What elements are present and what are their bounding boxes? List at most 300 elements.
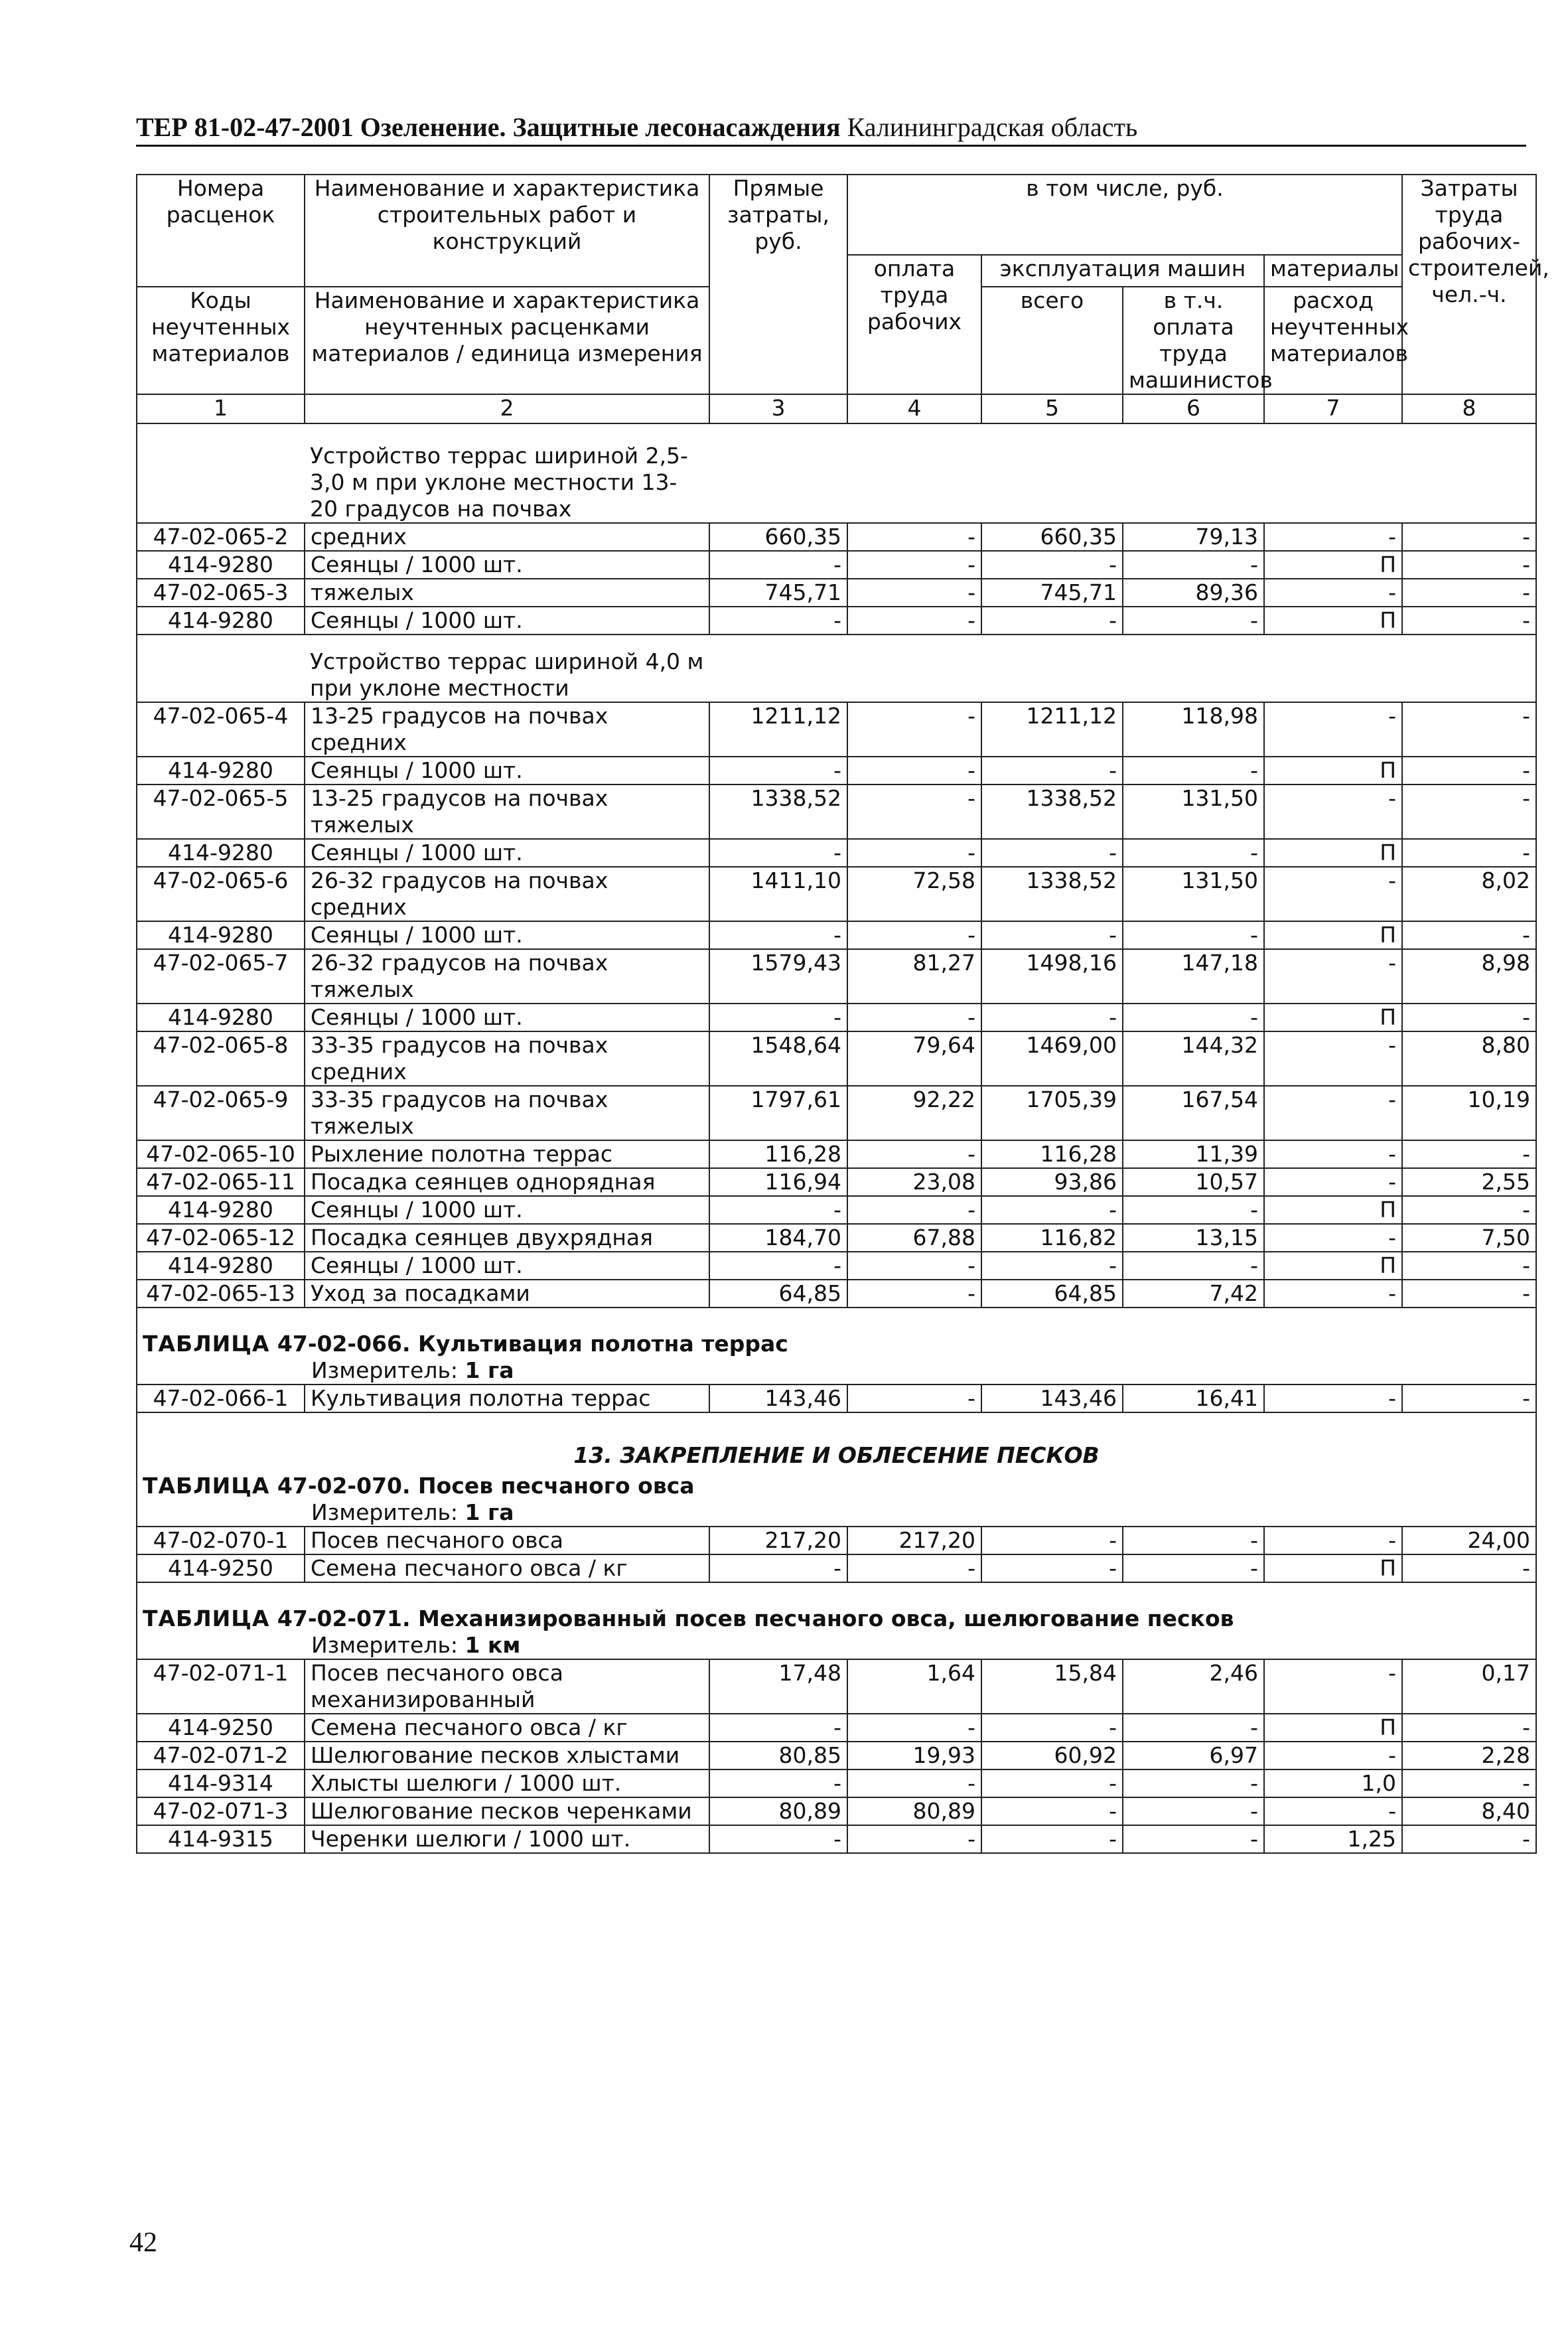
material-usage-cell: П (1264, 839, 1402, 867)
meter (137, 1499, 1536, 1527)
col-including: в том числе, руб. (847, 175, 1402, 255)
machines-total-cell: 1469,00 (981, 1031, 1123, 1086)
labor-costs-cell: - (1402, 1714, 1536, 1742)
group-heading-row (137, 635, 1536, 702)
labor-costs-cell: - (1402, 1385, 1536, 1412)
rate-code-cell: 47-02-065-3 (137, 579, 305, 607)
material-usage-cell: - (1264, 1140, 1402, 1168)
machinist-pay-cell: 144,32 (1123, 1031, 1264, 1086)
labor-costs-cell: 2,28 (1402, 1742, 1536, 1769)
machines-total-cell: - (981, 757, 1123, 785)
labor-costs-cell: 7,50 (1402, 1224, 1536, 1252)
machinist-pay-cell: 131,50 (1123, 785, 1264, 839)
labor-costs-cell: - (1402, 579, 1536, 607)
machines-total-cell: - (981, 1825, 1123, 1853)
col-machinist-pay: в т.ч. оплата труда машинистов (1123, 287, 1264, 394)
group-heading: Устройство террас шириной 4,0 м при уклоне местности (305, 635, 709, 702)
col-material-codes: Коды неучтенных материалов (137, 287, 305, 394)
worker-pay-cell: - (847, 702, 981, 757)
description-cell: Сеянцы / 1000 шт. (305, 1196, 709, 1224)
machinist-pay-cell: 89,36 (1123, 579, 1264, 607)
rate-code-cell: 47-02-071-2 (137, 1742, 305, 1769)
machinist-pay-cell: 16,41 (1123, 1385, 1264, 1412)
table-row (137, 1554, 1536, 1582)
description-cell: Посадка сеянцев двухрядная (305, 1224, 709, 1252)
col-number: 6 (1123, 394, 1264, 423)
description-cell: 13-25 градусов на почвах средних (305, 702, 709, 757)
direct-costs-cell: 1411,10 (709, 867, 847, 921)
machines-total-cell: 116,28 (981, 1140, 1123, 1168)
machines-total-cell: 745,71 (981, 579, 1123, 607)
machines-total-cell: - (981, 1714, 1123, 1742)
meter (137, 1357, 1536, 1385)
machinist-pay-cell: - (1123, 757, 1264, 785)
material-usage-cell: П (1264, 1004, 1402, 1031)
table-row (137, 607, 1536, 635)
col-number: 8 (1402, 394, 1536, 423)
machinist-pay-cell: 79,13 (1123, 523, 1264, 551)
direct-costs-cell: - (709, 1004, 847, 1031)
rate-code-cell: 47-02-065-11 (137, 1168, 305, 1196)
description-cell: 13-25 градусов на почвах тяжелых (305, 785, 709, 839)
table-row (137, 921, 1536, 949)
machinist-pay-cell: 2,46 (1123, 1659, 1264, 1714)
group-heading-row (137, 423, 1536, 523)
table-title-prefix: ТАБЛИЦА (143, 1331, 270, 1357)
rate-code-cell: 47-02-065-7 (137, 949, 305, 1004)
labor-costs-cell: 8,40 (1402, 1797, 1536, 1825)
labor-costs-cell: - (1402, 1004, 1536, 1031)
material-usage-cell: - (1264, 1086, 1402, 1140)
material-usage-cell: П (1264, 1252, 1402, 1280)
direct-costs-cell: 143,46 (709, 1385, 847, 1412)
rate-code-cell: 47-02-071-1 (137, 1659, 305, 1714)
rates-table (136, 174, 1549, 1854)
table-row (137, 1825, 1536, 1853)
table-title-text: 47-02-071. Механизированный посев песчаного овса, шелюгование песков (277, 1606, 1234, 1631)
labor-costs-cell: 2,55 (1402, 1168, 1536, 1196)
meter-value: 1 км (464, 1632, 521, 1658)
direct-costs-cell: 1797,61 (709, 1086, 847, 1140)
rate-code-cell: 414-9314 (137, 1769, 305, 1797)
description-cell: Посадка сеянцев однорядная (305, 1168, 709, 1196)
rate-code-cell: 47-02-071-3 (137, 1797, 305, 1825)
machinist-pay-cell: - (1123, 1714, 1264, 1742)
rate-code-cell: 414-9280 (137, 607, 305, 635)
labor-costs-cell: - (1402, 1140, 1536, 1168)
direct-costs-cell: - (709, 1769, 847, 1797)
worker-pay-cell: - (847, 1004, 981, 1031)
worker-pay-cell: 67,88 (847, 1224, 981, 1252)
direct-costs-cell: - (709, 921, 847, 949)
table-row (137, 551, 1536, 579)
labor-costs-cell: 24,00 (1402, 1527, 1536, 1554)
rate-code-cell: 414-9250 (137, 1554, 305, 1582)
table-row (137, 1140, 1536, 1168)
description-cell: Культивация полотна террас (305, 1385, 709, 1412)
material-usage-cell: - (1264, 949, 1402, 1004)
direct-costs-cell: - (709, 1825, 847, 1853)
section-title: 13. ЗАКРЕПЛЕНИЕ И ОБЛЕСЕНИЕ ПЕСКОВ (137, 1412, 1536, 1469)
machines-total-cell: - (981, 551, 1123, 579)
worker-pay-cell: 79,64 (847, 1031, 981, 1086)
description-cell: Семена песчаного овса / кг (305, 1714, 709, 1742)
rate-code-cell: 47-02-070-1 (137, 1527, 305, 1554)
worker-pay-cell: - (847, 579, 981, 607)
col-materials: материалы (1264, 255, 1402, 287)
rate-code-cell: 47-02-065-13 (137, 1280, 305, 1308)
machinist-pay-cell: - (1123, 551, 1264, 579)
table-row (137, 1659, 1536, 1714)
material-usage-cell: - (1264, 579, 1402, 607)
worker-pay-cell: - (847, 1769, 981, 1797)
material-usage-cell: - (1264, 1385, 1402, 1412)
machines-total-cell: - (981, 1769, 1123, 1797)
machines-total-cell: 116,82 (981, 1224, 1123, 1252)
direct-costs-cell: 660,35 (709, 523, 847, 551)
material-usage-cell: П (1264, 1714, 1402, 1742)
table-row (137, 1086, 1536, 1140)
col-labor-costs: Затраты труда рабочих-строителей, чел.-ч. (1402, 175, 1536, 394)
material-usage-cell: П (1264, 757, 1402, 785)
meter-row (137, 1357, 1536, 1385)
labor-costs-cell: - (1402, 1769, 1536, 1797)
direct-costs-cell: 64,85 (709, 1280, 847, 1308)
machinist-pay-cell: - (1123, 1004, 1264, 1031)
worker-pay-cell: 81,27 (847, 949, 981, 1004)
table-row (137, 1224, 1536, 1252)
material-usage-cell: П (1264, 607, 1402, 635)
direct-costs-cell: 1338,52 (709, 785, 847, 839)
machinist-pay-cell: 11,39 (1123, 1140, 1264, 1168)
rate-code-cell: 47-02-065-12 (137, 1224, 305, 1252)
header-title: ТЕР 81-02-47-2001 Озеленение. Защитные лесонасаждения (136, 112, 841, 142)
machines-total-cell: - (981, 607, 1123, 635)
table-heading-row (137, 1469, 1536, 1499)
col-number: 4 (847, 394, 981, 423)
machines-total-cell: 1338,52 (981, 867, 1123, 921)
meter-value: 1 га (464, 1357, 514, 1383)
table-row (137, 1769, 1536, 1797)
machines-total-cell: - (981, 1554, 1123, 1582)
col-direct-costs: Прямые затраты, руб. (709, 175, 847, 394)
rate-code-cell: 47-02-065-4 (137, 702, 305, 757)
machinist-pay-cell: - (1123, 1554, 1264, 1582)
meter-row (137, 1499, 1536, 1527)
worker-pay-cell: 19,93 (847, 1742, 981, 1769)
table-title (137, 1582, 1536, 1632)
table-row (137, 949, 1536, 1004)
header-region: Калининградская область (847, 112, 1138, 142)
worker-pay-cell: - (847, 839, 981, 867)
direct-costs-cell: 80,89 (709, 1797, 847, 1825)
material-usage-cell: П (1264, 551, 1402, 579)
machinist-pay-cell: 118,98 (1123, 702, 1264, 757)
section-heading-row (137, 1412, 1536, 1469)
description-cell: Посев песчаного овса механизированный (305, 1659, 709, 1714)
table-row (137, 1168, 1536, 1196)
table-row (137, 1196, 1536, 1224)
description-cell: Шелюгование песков хлыстами (305, 1742, 709, 1769)
description-cell: 26-32 градусов на почвах средних (305, 867, 709, 921)
machinist-pay-cell: - (1123, 1196, 1264, 1224)
description-cell: Хлысты шелюги / 1000 шт. (305, 1769, 709, 1797)
table-title-text: 47-02-066. Культивация полотна террас (277, 1331, 788, 1357)
direct-costs-cell: 116,94 (709, 1168, 847, 1196)
description-cell: 33-35 градусов на почвах средних (305, 1031, 709, 1086)
table-row (137, 839, 1536, 867)
table-row (137, 1714, 1536, 1742)
rate-code-cell: 47-02-065-6 (137, 867, 305, 921)
labor-costs-cell: 8,02 (1402, 867, 1536, 921)
machines-total-cell: - (981, 1004, 1123, 1031)
worker-pay-cell: - (847, 757, 981, 785)
labor-costs-cell: - (1402, 523, 1536, 551)
direct-costs-cell: 745,71 (709, 579, 847, 607)
machinist-pay-cell: 10,57 (1123, 1168, 1264, 1196)
rate-code-cell: 414-9280 (137, 839, 305, 867)
rate-code-cell: 414-9280 (137, 1252, 305, 1280)
material-usage-cell: П (1264, 921, 1402, 949)
rate-code-cell: 414-9280 (137, 757, 305, 785)
description-cell: Посев песчаного овса (305, 1527, 709, 1554)
description-cell: Рыхление полотна террас (305, 1140, 709, 1168)
worker-pay-cell: - (847, 607, 981, 635)
labor-costs-cell: - (1402, 1554, 1536, 1582)
material-usage-cell: 1,25 (1264, 1825, 1402, 1853)
table-row (137, 1004, 1536, 1031)
machines-total-cell: - (981, 1797, 1123, 1825)
labor-costs-cell: 0,17 (1402, 1659, 1536, 1714)
rate-code-cell: 414-9280 (137, 551, 305, 579)
labor-costs-cell: - (1402, 757, 1536, 785)
direct-costs-cell: 116,28 (709, 1140, 847, 1168)
table-title (137, 1308, 1536, 1357)
table-row (137, 1031, 1536, 1086)
material-usage-cell: - (1264, 1659, 1402, 1714)
material-usage-cell: - (1264, 1797, 1402, 1825)
machines-total-cell: 93,86 (981, 1168, 1123, 1196)
table-heading-row (137, 1582, 1536, 1632)
col-number: 1 (137, 394, 305, 423)
material-usage-cell: П (1264, 1554, 1402, 1582)
meter-label: Измеритель: (311, 1632, 459, 1658)
meter-value: 1 га (464, 1499, 514, 1525)
col-number: 5 (981, 394, 1123, 423)
description-cell: Черенки шелюги / 1000 шт. (305, 1825, 709, 1853)
direct-costs-cell: 1579,43 (709, 949, 847, 1004)
table-row (137, 1797, 1536, 1825)
description-cell: 33-35 градусов на почвах тяжелых (305, 1086, 709, 1140)
machinist-pay-cell: 167,54 (1123, 1086, 1264, 1140)
machinist-pay-cell: 147,18 (1123, 949, 1264, 1004)
machinist-pay-cell: - (1123, 607, 1264, 635)
machinist-pay-cell: 13,15 (1123, 1224, 1264, 1252)
material-usage-cell: - (1264, 702, 1402, 757)
machines-total-cell: - (981, 1196, 1123, 1224)
labor-costs-cell: - (1402, 839, 1536, 867)
worker-pay-cell: - (847, 523, 981, 551)
worker-pay-cell: - (847, 1252, 981, 1280)
direct-costs-cell: 1548,64 (709, 1031, 847, 1086)
table-row (137, 1280, 1536, 1308)
labor-costs-cell: - (1402, 607, 1536, 635)
worker-pay-cell: 72,58 (847, 867, 981, 921)
labor-costs-cell: - (1402, 785, 1536, 839)
material-usage-cell: - (1264, 1280, 1402, 1308)
page-header (136, 112, 1526, 143)
worker-pay-cell: 23,08 (847, 1168, 981, 1196)
description-cell: Сеянцы / 1000 шт. (305, 757, 709, 785)
description-cell: средних (305, 523, 709, 551)
direct-costs-cell: - (709, 607, 847, 635)
rate-code-cell: 414-9280 (137, 1196, 305, 1224)
machines-total-cell: 15,84 (981, 1659, 1123, 1714)
col-work-name: Наименование и характеристика строительных работ и конструкций (305, 175, 709, 255)
labor-costs-cell: - (1402, 921, 1536, 949)
direct-costs-cell: - (709, 551, 847, 579)
table-row (137, 579, 1536, 607)
material-usage-cell: - (1264, 785, 1402, 839)
machines-total-cell: 1498,16 (981, 949, 1123, 1004)
col-number: 2 (305, 394, 709, 423)
table-row (137, 523, 1536, 551)
description-cell: тяжелых (305, 579, 709, 607)
machines-total-cell: - (981, 1527, 1123, 1554)
worker-pay-cell: - (847, 785, 981, 839)
description-cell: Уход за посадками (305, 1280, 709, 1308)
material-usage-cell: 1,0 (1264, 1769, 1402, 1797)
labor-costs-cell: - (1402, 551, 1536, 579)
direct-costs-cell: - (709, 839, 847, 867)
table-row (137, 785, 1536, 839)
description-cell: Семена песчаного овса / кг (305, 1554, 709, 1582)
meter-label: Измеритель: (311, 1357, 459, 1383)
machines-total-cell: - (981, 921, 1123, 949)
col-number: 7 (1264, 394, 1402, 423)
direct-costs-cell: 217,20 (709, 1527, 847, 1554)
meter-row (137, 1632, 1536, 1659)
direct-costs-cell: 80,85 (709, 1742, 847, 1769)
rate-code-cell: 47-02-065-10 (137, 1140, 305, 1168)
direct-costs-cell: - (709, 1252, 847, 1280)
table-row (137, 702, 1536, 757)
worker-pay-cell: - (847, 1385, 981, 1412)
col-machines-total: всего (981, 287, 1123, 394)
table-row (137, 757, 1536, 785)
worker-pay-cell: - (847, 1140, 981, 1168)
labor-costs-cell: - (1402, 1825, 1536, 1853)
rate-code-cell: 414-9280 (137, 1004, 305, 1031)
machines-total-cell: 64,85 (981, 1280, 1123, 1308)
material-usage-cell: - (1264, 1168, 1402, 1196)
page-number: 42 (129, 2227, 157, 2258)
machinist-pay-cell: - (1123, 1769, 1264, 1797)
col-number: 3 (709, 394, 847, 423)
description-cell: Сеянцы / 1000 шт. (305, 607, 709, 635)
machinist-pay-cell: 7,42 (1123, 1280, 1264, 1308)
machines-total-cell: 1705,39 (981, 1086, 1123, 1140)
table-title-prefix: ТАБЛИЦА (143, 1473, 270, 1499)
worker-pay-cell: - (847, 1196, 981, 1224)
rate-code-cell: 414-9315 (137, 1825, 305, 1853)
description-cell: Сеянцы / 1000 шт. (305, 839, 709, 867)
labor-costs-cell: - (1402, 702, 1536, 757)
material-usage-cell: - (1264, 1031, 1402, 1086)
header-rule (136, 145, 1526, 147)
machinist-pay-cell: - (1123, 1527, 1264, 1554)
worker-pay-cell: - (847, 551, 981, 579)
labor-costs-cell: - (1402, 1252, 1536, 1280)
machines-total-cell: 143,46 (981, 1385, 1123, 1412)
machinist-pay-cell: 6,97 (1123, 1742, 1264, 1769)
rate-code-cell: 47-02-066-1 (137, 1385, 305, 1412)
worker-pay-cell: - (847, 921, 981, 949)
machines-total-cell: 60,92 (981, 1742, 1123, 1769)
machinist-pay-cell: - (1123, 1825, 1264, 1853)
table-row (137, 1252, 1536, 1280)
direct-costs-cell: - (709, 1554, 847, 1582)
material-usage-cell: - (1264, 523, 1402, 551)
direct-costs-cell: - (709, 1196, 847, 1224)
labor-costs-cell: 8,98 (1402, 949, 1536, 1004)
direct-costs-cell: - (709, 757, 847, 785)
worker-pay-cell: - (847, 1825, 981, 1853)
labor-costs-cell: 10,19 (1402, 1086, 1536, 1140)
worker-pay-cell: - (847, 1714, 981, 1742)
machines-total-cell: - (981, 839, 1123, 867)
machines-total-cell: - (981, 1252, 1123, 1280)
machinist-pay-cell: - (1123, 839, 1264, 867)
machinist-pay-cell: 131,50 (1123, 867, 1264, 921)
worker-pay-cell: 1,64 (847, 1659, 981, 1714)
description-cell: Сеянцы / 1000 шт. (305, 1004, 709, 1031)
machines-total-cell: 660,35 (981, 523, 1123, 551)
machinist-pay-cell: - (1123, 1252, 1264, 1280)
group-heading: Устройство террас шириной 2,5-3,0 м при уклоне местности 13-20 градусов на почвах (305, 423, 709, 523)
table-row (137, 1385, 1536, 1412)
material-usage-cell: - (1264, 1742, 1402, 1769)
description-cell: Сеянцы / 1000 шт. (305, 551, 709, 579)
material-usage-cell: - (1264, 1527, 1402, 1554)
worker-pay-cell: - (847, 1280, 981, 1308)
column-numbers-row (137, 394, 1536, 423)
meter (137, 1632, 1536, 1659)
machines-total-cell: 1211,12 (981, 702, 1123, 757)
description-cell: Шелюгование песков черенками (305, 1797, 709, 1825)
rate-code-cell: 47-02-065-9 (137, 1086, 305, 1140)
machines-total-cell: 1338,52 (981, 785, 1123, 839)
machinist-pay-cell: - (1123, 921, 1264, 949)
machinist-pay-cell: - (1123, 1797, 1264, 1825)
col-material-usage: расход неучтенных материалов (1264, 287, 1402, 394)
rate-code-cell: 47-02-065-8 (137, 1031, 305, 1086)
direct-costs-cell: 17,48 (709, 1659, 847, 1714)
labor-costs-cell: 8,80 (1402, 1031, 1536, 1086)
direct-costs-cell: 184,70 (709, 1224, 847, 1252)
worker-pay-cell: 217,20 (847, 1527, 981, 1554)
labor-costs-cell: - (1402, 1280, 1536, 1308)
description-cell: Сеянцы / 1000 шт. (305, 921, 709, 949)
rate-code-cell: 47-02-065-2 (137, 523, 305, 551)
worker-pay-cell: 92,22 (847, 1086, 981, 1140)
table-title-text: 47-02-070. Посев песчаного овса (277, 1473, 695, 1499)
rate-code-cell: 47-02-065-5 (137, 785, 305, 839)
description-cell: 26-32 градусов на почвах тяжелых (305, 949, 709, 1004)
material-usage-cell: - (1264, 1224, 1402, 1252)
col-material-name: Наименование и характеристика неучтенных расценками материалов / единица измерения (305, 287, 709, 394)
description-cell: Сеянцы / 1000 шт. (305, 1252, 709, 1280)
